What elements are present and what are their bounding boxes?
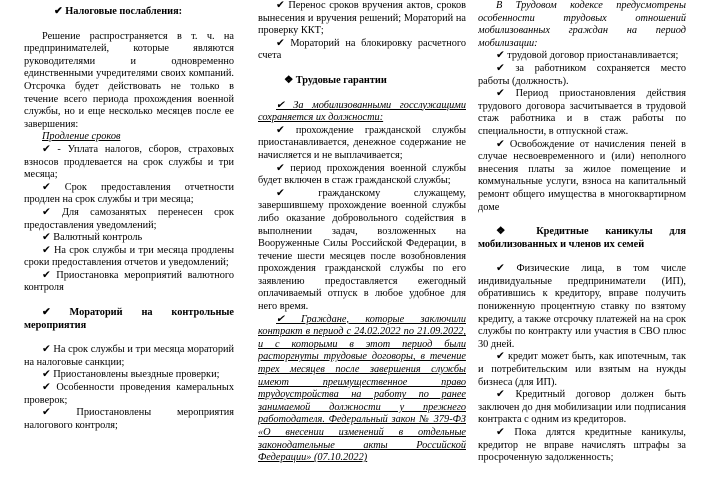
list-item-contract-date: ✔ Кредитный договор должен быть заключен до дня мобилизации или подписания контракта с одним из кредиторов. bbox=[478, 389, 686, 426]
column-tax bbox=[24, 0, 234, 496]
heading-tax-relief: ✔ Налоговые послабления: bbox=[54, 6, 183, 17]
heading-labor-guarantees: ❖ Трудовые гарантии bbox=[284, 74, 387, 86]
list-item-service-counted: ✔ период прохождения военной службы будет включен в стаж гражданской службы; bbox=[258, 162, 466, 187]
list-item-reduced-rate: ✔ Физические лица, в том числе индивидуальные предприниматели (ИП), обратившись к кредитору, вправе получить пониженную процентную ставку по взятому кредиту, а также отсрочку платежей на на срок службы по контракту или участия в СВО плюс 30 дней. bbox=[478, 263, 686, 350]
deadlines-label: Продление сроков bbox=[42, 131, 121, 143]
list-item-reports-extended: ✔ На срок службы и три месяца продлены сроки предоставления отчетов и уведомлений; bbox=[24, 244, 234, 269]
list-item-loan-types: ✔ кредит может быть, как ипотечным, так и потребительским или взятым на нужды бизнеса (для ИП). bbox=[478, 351, 686, 388]
list-item-account-block: ✔ Мораторий на блокировку расчетного счета bbox=[258, 37, 466, 62]
list-item-self-employed: ✔ Для самозанятых перенесен срок предоставления уведомлений; bbox=[24, 206, 234, 231]
list-item-contract-suspended: ✔ трудовой договор приостанавливается; bbox=[496, 50, 679, 62]
list-item-currency-suspension: ✔ Приостановка мероприятий валютного контроля bbox=[24, 269, 234, 294]
column-credit bbox=[478, 0, 686, 496]
heading-credit-holidays: ❖ Кредитные каникулы для мобилизованных и членов их семей bbox=[478, 226, 686, 250]
list-item-field-audits: ✔ Приостановлены выездные проверки; bbox=[42, 369, 220, 381]
intro-labor-code: В Трудовом кодексе предусмотрены особенности трудовых отношений мобилизованных граждан на период мобилизации: bbox=[478, 0, 686, 49]
lead-civil-servants: ✔ За мобилизованными госслужащими сохраняется их должности: bbox=[258, 99, 466, 124]
list-item-taxes: ✔ - Уплата налогов, сборов, страховых взносов продлевается на срок службы и три месяца; bbox=[24, 143, 234, 181]
list-item-penalty-exemption: ✔ Освобождение от начисления пеней в случае несвоевременного и (или) неполного внесения платы за жилое помещение и коммунальные услуги, взноса на капитальный ремонт общего имущества в многоквартирном доме bbox=[478, 138, 686, 213]
list-item-service-suspended: ✔ прохождение гражданской службы приостанавливается, денежное содержание не начисляется и не выплачивается; bbox=[258, 124, 466, 161]
list-item-sanctions: ✔ На срок службы и три месяца мораторий на налоговые санкции; bbox=[24, 344, 234, 368]
law-paragraph: ✔ Граждане, которые заключили контракт в период с 24.02.2022 по 21.09.2022, и с которыми в этот период были расторгнуты трудовые договоры, в течение трех месяцев после завершения службы имеют преимущественное право трудоустройства на работу по ранее занимаемой должности у прежнего работодателя. Федеральный закон № 379-ФЗ «О внесении изменений в отдельные законодательные акты Российской Федерации» (07.10.2022) bbox=[258, 313, 466, 464]
list-item-currency-control: ✔ Валютный контроль bbox=[42, 232, 143, 244]
heading-moratorium: ✔ Мораторий на контрольные мероприятия bbox=[24, 307, 234, 331]
list-item-vacation: ✔ гражданскому служащему, завершившему прохождение военной службы либо оказание добровольного содействия в выполнении задач, возложенных на Вооруженные Силы Российской Федерации, в течение шести месяцев после возобновления прохождения гражданской службы по его заявлению предоставляется ежегодный оплачиваемый отпуск в любое удобное для него время. bbox=[258, 187, 466, 313]
list-item-no-fines: ✔ Пока длятся кредитные каникулы, кредитор не вправе начислять штрафы за просроченную задолженность; bbox=[478, 427, 686, 464]
list-item-desk-audits: ✔ Особенности проведения камеральных проверок; bbox=[24, 382, 234, 406]
list-item-tax-control: ✔ Приостановлены мероприятия налогового контроля; bbox=[24, 407, 234, 431]
paragraph-deferral: Решение распространяется в т. ч. на предпринимателей, которые являются руководителями и одновременно единственными учредителями своих компаний. Отсрочка будет действовать не только в течение всего периода прохождения военной службы, но и еще несколько месяцев после ее завершения: bbox=[24, 30, 234, 130]
list-item-seniority: ✔ Период приостановления действия трудового договора засчитывается в трудовой стаж работника и в стаж работы по специальности, в отпускной стаж. bbox=[478, 88, 686, 137]
list-item-reporting: ✔ Срок предоставления отчетности продлен на срок службы и три месяца; bbox=[24, 181, 234, 206]
list-item-job-kept: ✔ за работником сохраняется место работы (должность). bbox=[478, 62, 686, 87]
list-item-acts-transfer: ✔ Перенос сроков вручения актов, сроков вынесения и вручения решений; Мораторий на проверку ККТ; bbox=[258, 0, 466, 37]
column-labor bbox=[258, 0, 466, 496]
